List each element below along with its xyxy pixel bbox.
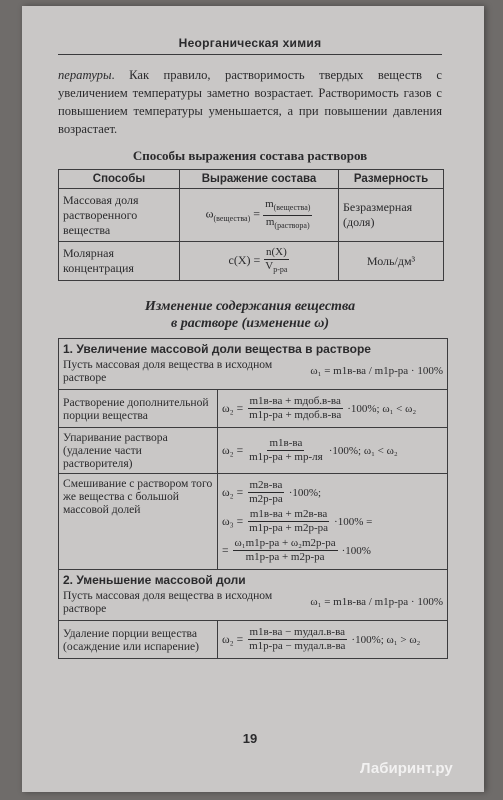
section-text: Пусть массовая доля вещества в исходном растворе [63, 589, 273, 615]
formula-tail: ·100%; ω₁ > ω₂ [351, 633, 421, 646]
running-head: Неорганическая химия [178, 36, 322, 50]
formula-tail: ·100% [341, 544, 371, 557]
formula-cell: ω₂ = $\frac{m1в-ва}{m1р-ра + mр-ля}$ ·100%; ω₁ < ω₂ [218, 428, 448, 474]
method-cell: Молярная концентрация [59, 242, 180, 281]
numerator: m1в-ва − mудал.в-ва [249, 626, 346, 638]
section-cell [59, 570, 448, 621]
section-line [63, 589, 443, 615]
denominator: m [265, 215, 275, 228]
denominator: m1р-ра + m2р-ра [249, 522, 329, 534]
numerator-sub: (вещества) [273, 203, 311, 213]
section-row [59, 570, 448, 621]
table2-title [58, 298, 442, 332]
formula-tail: ·100% = [334, 515, 373, 528]
col-header-unit: Размерность [339, 170, 444, 189]
intro-italic: пературы [58, 68, 112, 82]
fraction [263, 198, 312, 231]
denominator-sub: (раствора) [274, 220, 310, 230]
table1-title: Способы выражения состава растворов [132, 148, 368, 163]
intro-text: . Как правило, растворимость твердых веществ с увеличением температуры заметно возрастает. Растворимость газов с повышением температуры уменьшается, а при повышении давления возрастает. [58, 68, 442, 136]
section-row [59, 339, 448, 390]
fraction [263, 246, 289, 276]
unit-cell: Безразмерная (доля) [339, 189, 444, 242]
row-label: Смешивание с раствором того же вещества с большой массовой долей [59, 474, 218, 570]
denominator: m1р-ра + mр-ля [249, 451, 323, 463]
table-row [59, 428, 448, 474]
formula-cell: ω₂ = $\frac{\text{m1в-ва + mдоб.в-ва}}{\text{m1р-ра + mдоб.в-ва}}$ ·100%; ω₁ < ω₂ [218, 390, 448, 428]
denominator: m1р-ра + mдоб.в-ва [249, 409, 342, 421]
row-label: Растворение дополнительной порции вещества [59, 390, 218, 428]
table2-title-line1: Изменение содержания вещества [144, 299, 356, 314]
section-formula: ω₁ = m1в-ва / m1р-ра · 100% [310, 365, 443, 377]
col-header-expression: Выражение состава [180, 170, 339, 189]
formula-cell: ω₂ = $\frac{m2в-ва}{m2р-ра}$ ·100%; ω₃ = $\frac{m1в-ва + m2в-ва}{m1р-ра + m2р-ра}$ ·100% = = $\frac{\text{ω₁m1р-ра + ω₂m2р-ра}}{m1р-ра + m2р-ра}$ ·100% [218, 474, 448, 570]
formula-tail: ·100%; [288, 486, 322, 499]
expression-cell: $\omega_{(вещества)}$ = $\frac{m_{(вещества)}}{m_{(раствора)}}$ [180, 189, 339, 242]
intro-paragraph [58, 66, 442, 138]
table2-title-line2: в растворе (изменение ω) [170, 316, 330, 331]
formula-tail: ·100%; ω₁ < ω₂ [347, 402, 417, 415]
col-header-method: Способы [59, 170, 180, 189]
composition-table [58, 169, 444, 281]
method-cell: Массовая доля растворенного вещества [59, 189, 180, 242]
header-rule [58, 54, 442, 55]
row-label: Удаление порции вещества (осаждение или испарение) [59, 621, 218, 659]
denominator: m1р-ра − mудал.в-ва [249, 640, 346, 652]
section-heading: 2. Уменьшение массовой доли [63, 573, 246, 587]
denominator: m1р-ра + m2р-ра [245, 551, 325, 563]
numerator: m1в-ва [269, 437, 303, 449]
lhs-symbol: ω [205, 206, 214, 221]
formula-tail: ·100%; ω₁ < ω₂ [328, 444, 398, 457]
numerator: m [265, 198, 274, 211]
section-text: Пусть массовая доля вещества в исходном растворе [63, 358, 273, 384]
denominator-sub: р-ра [273, 265, 288, 275]
section-heading: 1. Увеличение массовой доли вещества в растворе [63, 342, 371, 356]
section-formula: ω₁ = m1в-ва / m1р-ра · 100% [310, 596, 443, 608]
denominator: V [265, 259, 274, 272]
numerator: m2в-ва [249, 479, 283, 491]
lhs-symbol: c(X) [228, 252, 251, 267]
numerator: m1в-ва + mдоб.в-ва [249, 395, 341, 407]
numerator: m1в-ва + m2в-ва [249, 508, 328, 520]
numerator: n(X) [265, 245, 287, 258]
page-number: 19 [242, 731, 258, 746]
row-label: Упаривание раствора (удаление части растворителя) [59, 428, 218, 474]
formula-cell: ω₂ = $\frac{\text{m1в-ва − mудал.в-ва}}{\text{m1р-ра − mудал.в-ва}}$ ·100%; ω₁ > ω₂ [218, 621, 448, 659]
watermark-logo: Лабиринт.ру [360, 760, 453, 777]
denominator: m2р-ра [249, 493, 283, 505]
book-page [22, 6, 484, 792]
table-row [59, 242, 444, 281]
section-line [63, 358, 443, 384]
table-row [59, 390, 448, 428]
numerator: ω₁m1р-ра + ω₂m2р-ра [234, 537, 336, 549]
concentration-change-table [58, 338, 448, 659]
table-row [59, 621, 448, 659]
section-cell [59, 339, 448, 390]
lhs-sub: (вещества) [213, 214, 251, 224]
expression-cell: c(X) = $\frac{n(X)}{V_{р-ра}}$ [180, 242, 339, 281]
table-row [59, 474, 448, 570]
unit-cell: Моль/дм³ [339, 242, 444, 281]
table-header-row [59, 170, 444, 189]
table-row [59, 189, 444, 242]
